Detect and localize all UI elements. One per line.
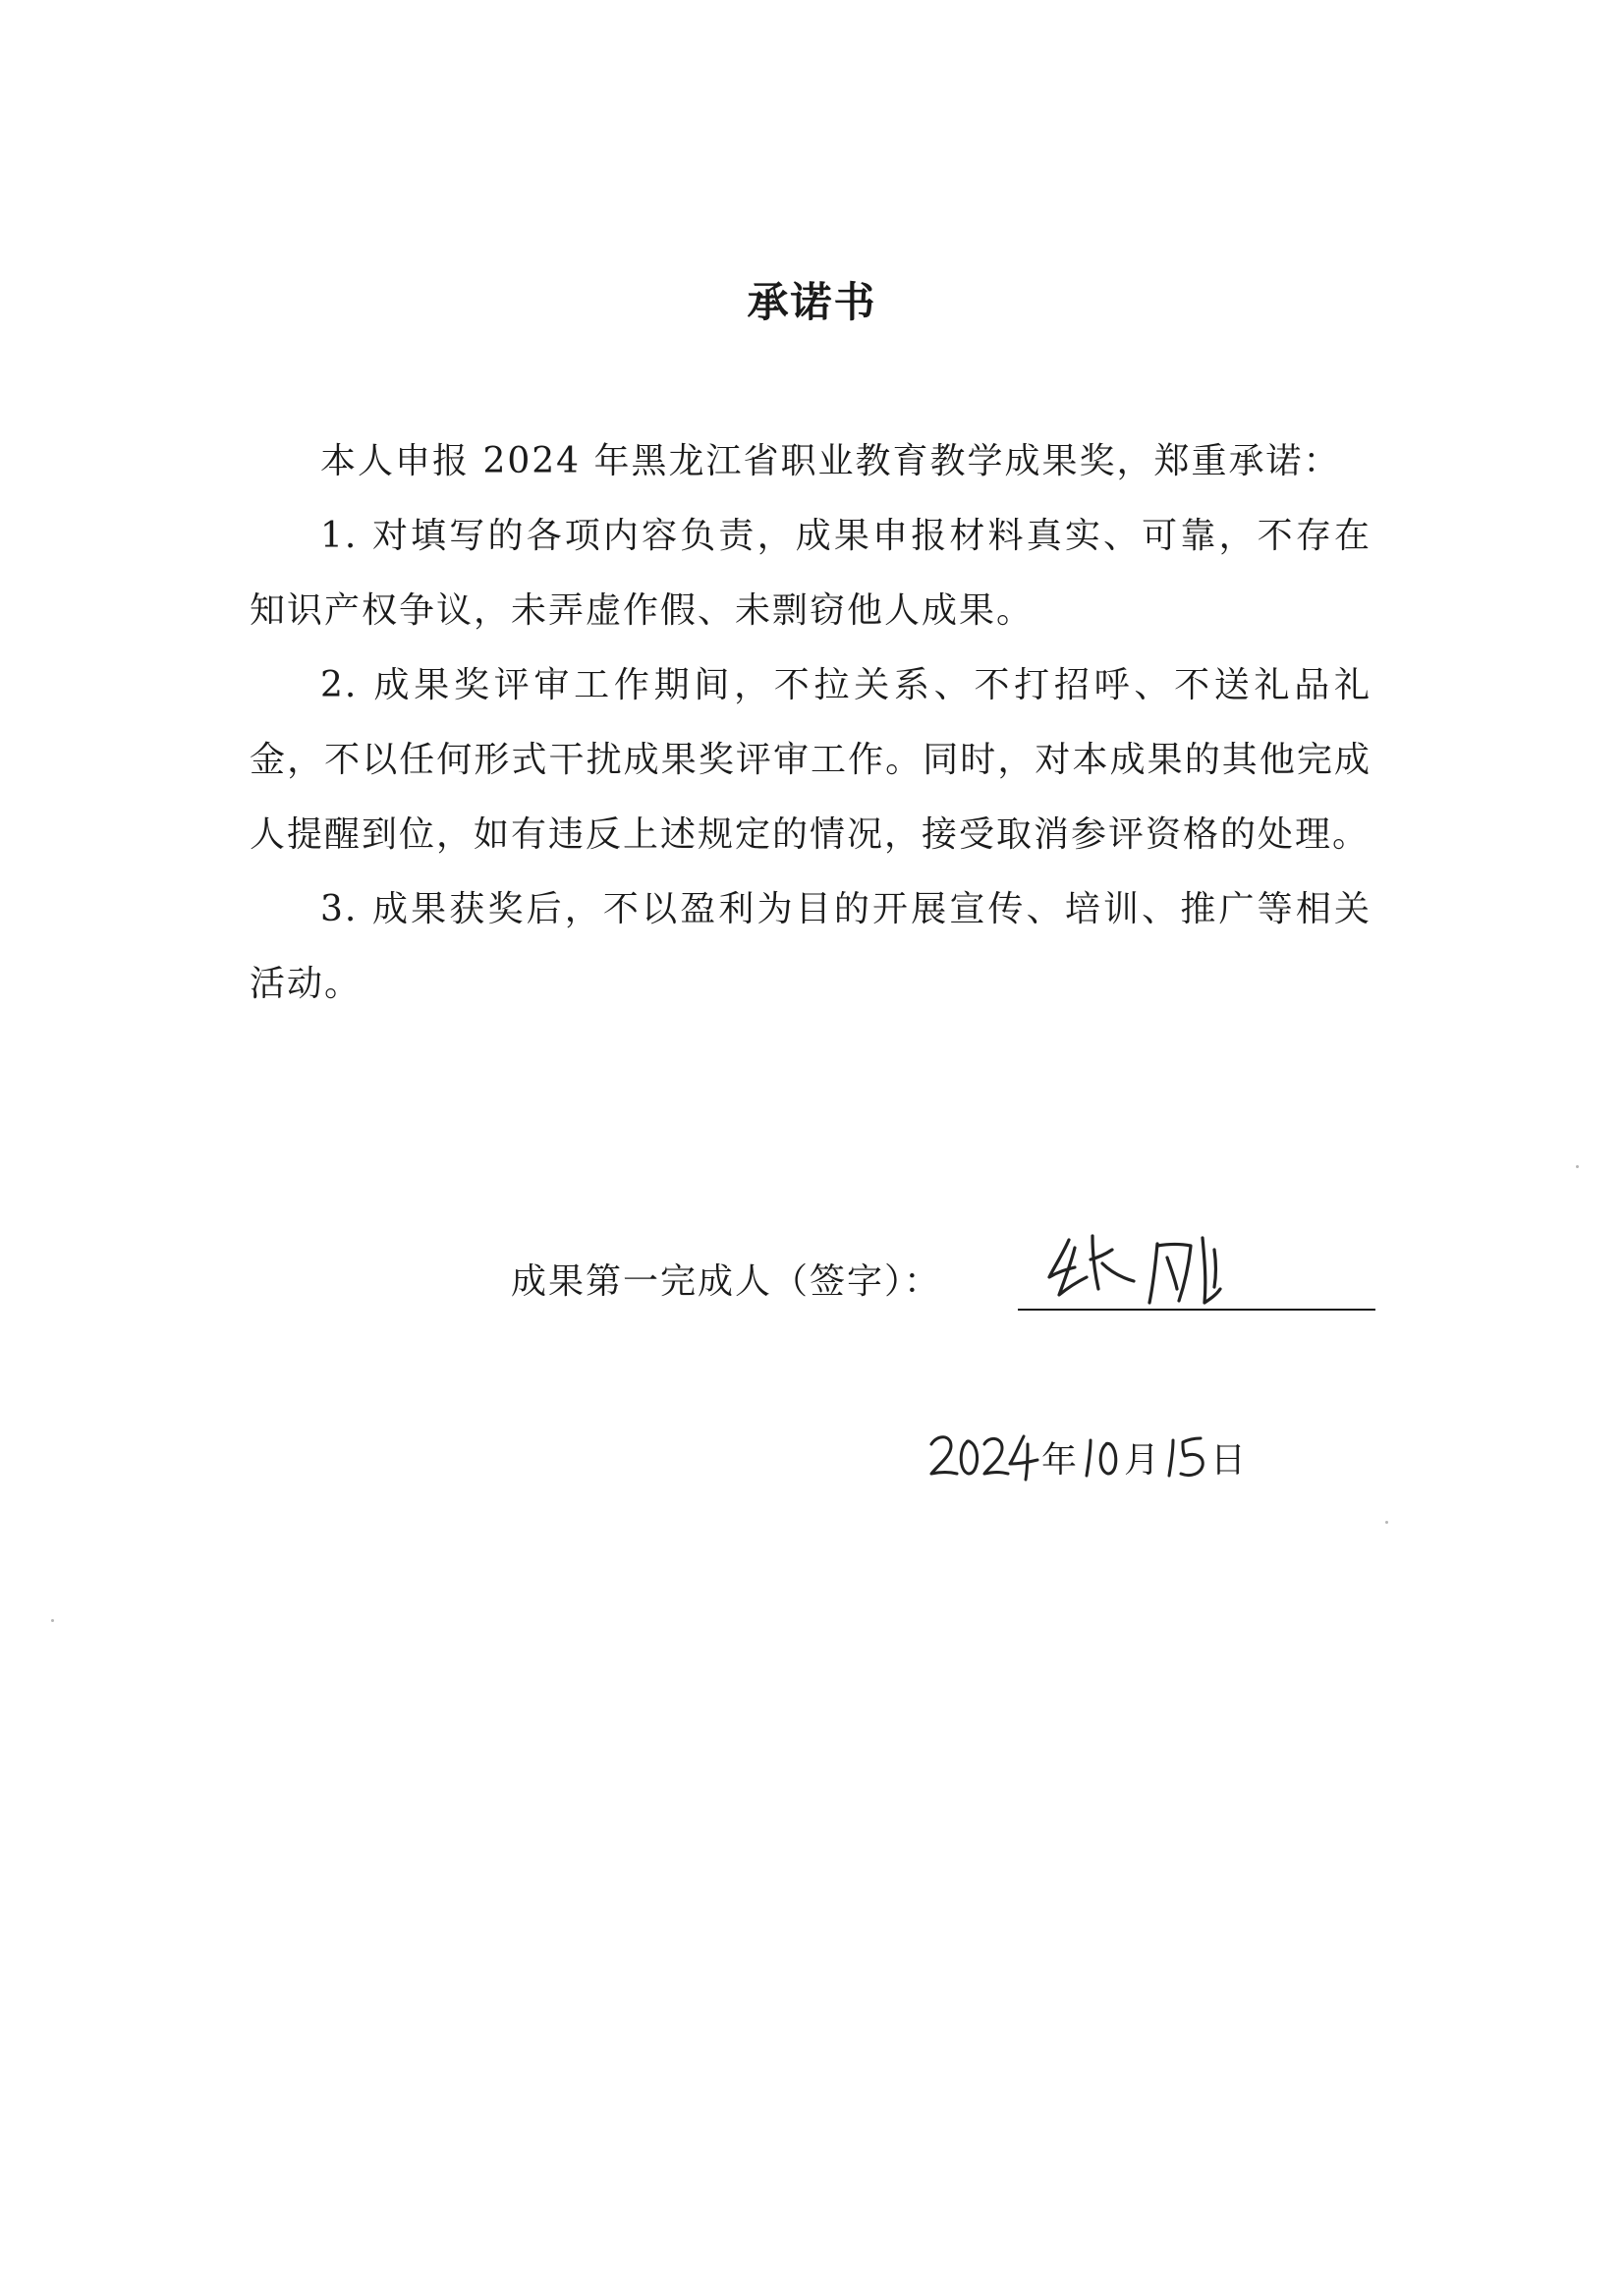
signature-underline — [1018, 1309, 1375, 1311]
paragraph-item-1: 1. 对填写的各项内容负责，成果申报材料真实、可靠，不存在知识产权争议，未弄虚作假、未剽窃他人成果。 — [250, 516, 1372, 631]
signature-row — [511, 1248, 1375, 1316]
svg-text:月: 月 — [1124, 1440, 1160, 1481]
document-title: 承诺书 — [747, 278, 877, 326]
svg-text:年: 年 — [1041, 1440, 1078, 1481]
paragraph-item-3: 3. 成果获奖后，不以盈利为目的开展宣传、培训、推广等相关活动。 — [250, 889, 1372, 1004]
document-body — [250, 424, 1372, 1022]
date-handwriting — [924, 1415, 1277, 1493]
handwritten-date — [924, 1415, 1277, 1493]
signature-label: 成果第一完成人（签字）： — [511, 1261, 942, 1302]
paragraph-intro: 本人申报 2024 年黑龙江省职业教育教学成果奖，郑重承诺： — [320, 441, 1341, 481]
handwritten-signature — [1041, 1220, 1258, 1318]
scan-speck — [51, 1619, 54, 1622]
svg-text:日: 日 — [1210, 1440, 1247, 1481]
scan-speck — [1385, 1521, 1388, 1524]
scan-speck — [1576, 1165, 1579, 1168]
paragraph-item-2: 2. 成果奖评审工作期间，不拉关系、不打招呼、不送礼品礼金，不以任何形式干扰成果奖评审工作。同时，对本成果的其他完成人提醒到位，如有违反上述规定的情况，接受取消参评资格的处理。 — [250, 665, 1372, 855]
